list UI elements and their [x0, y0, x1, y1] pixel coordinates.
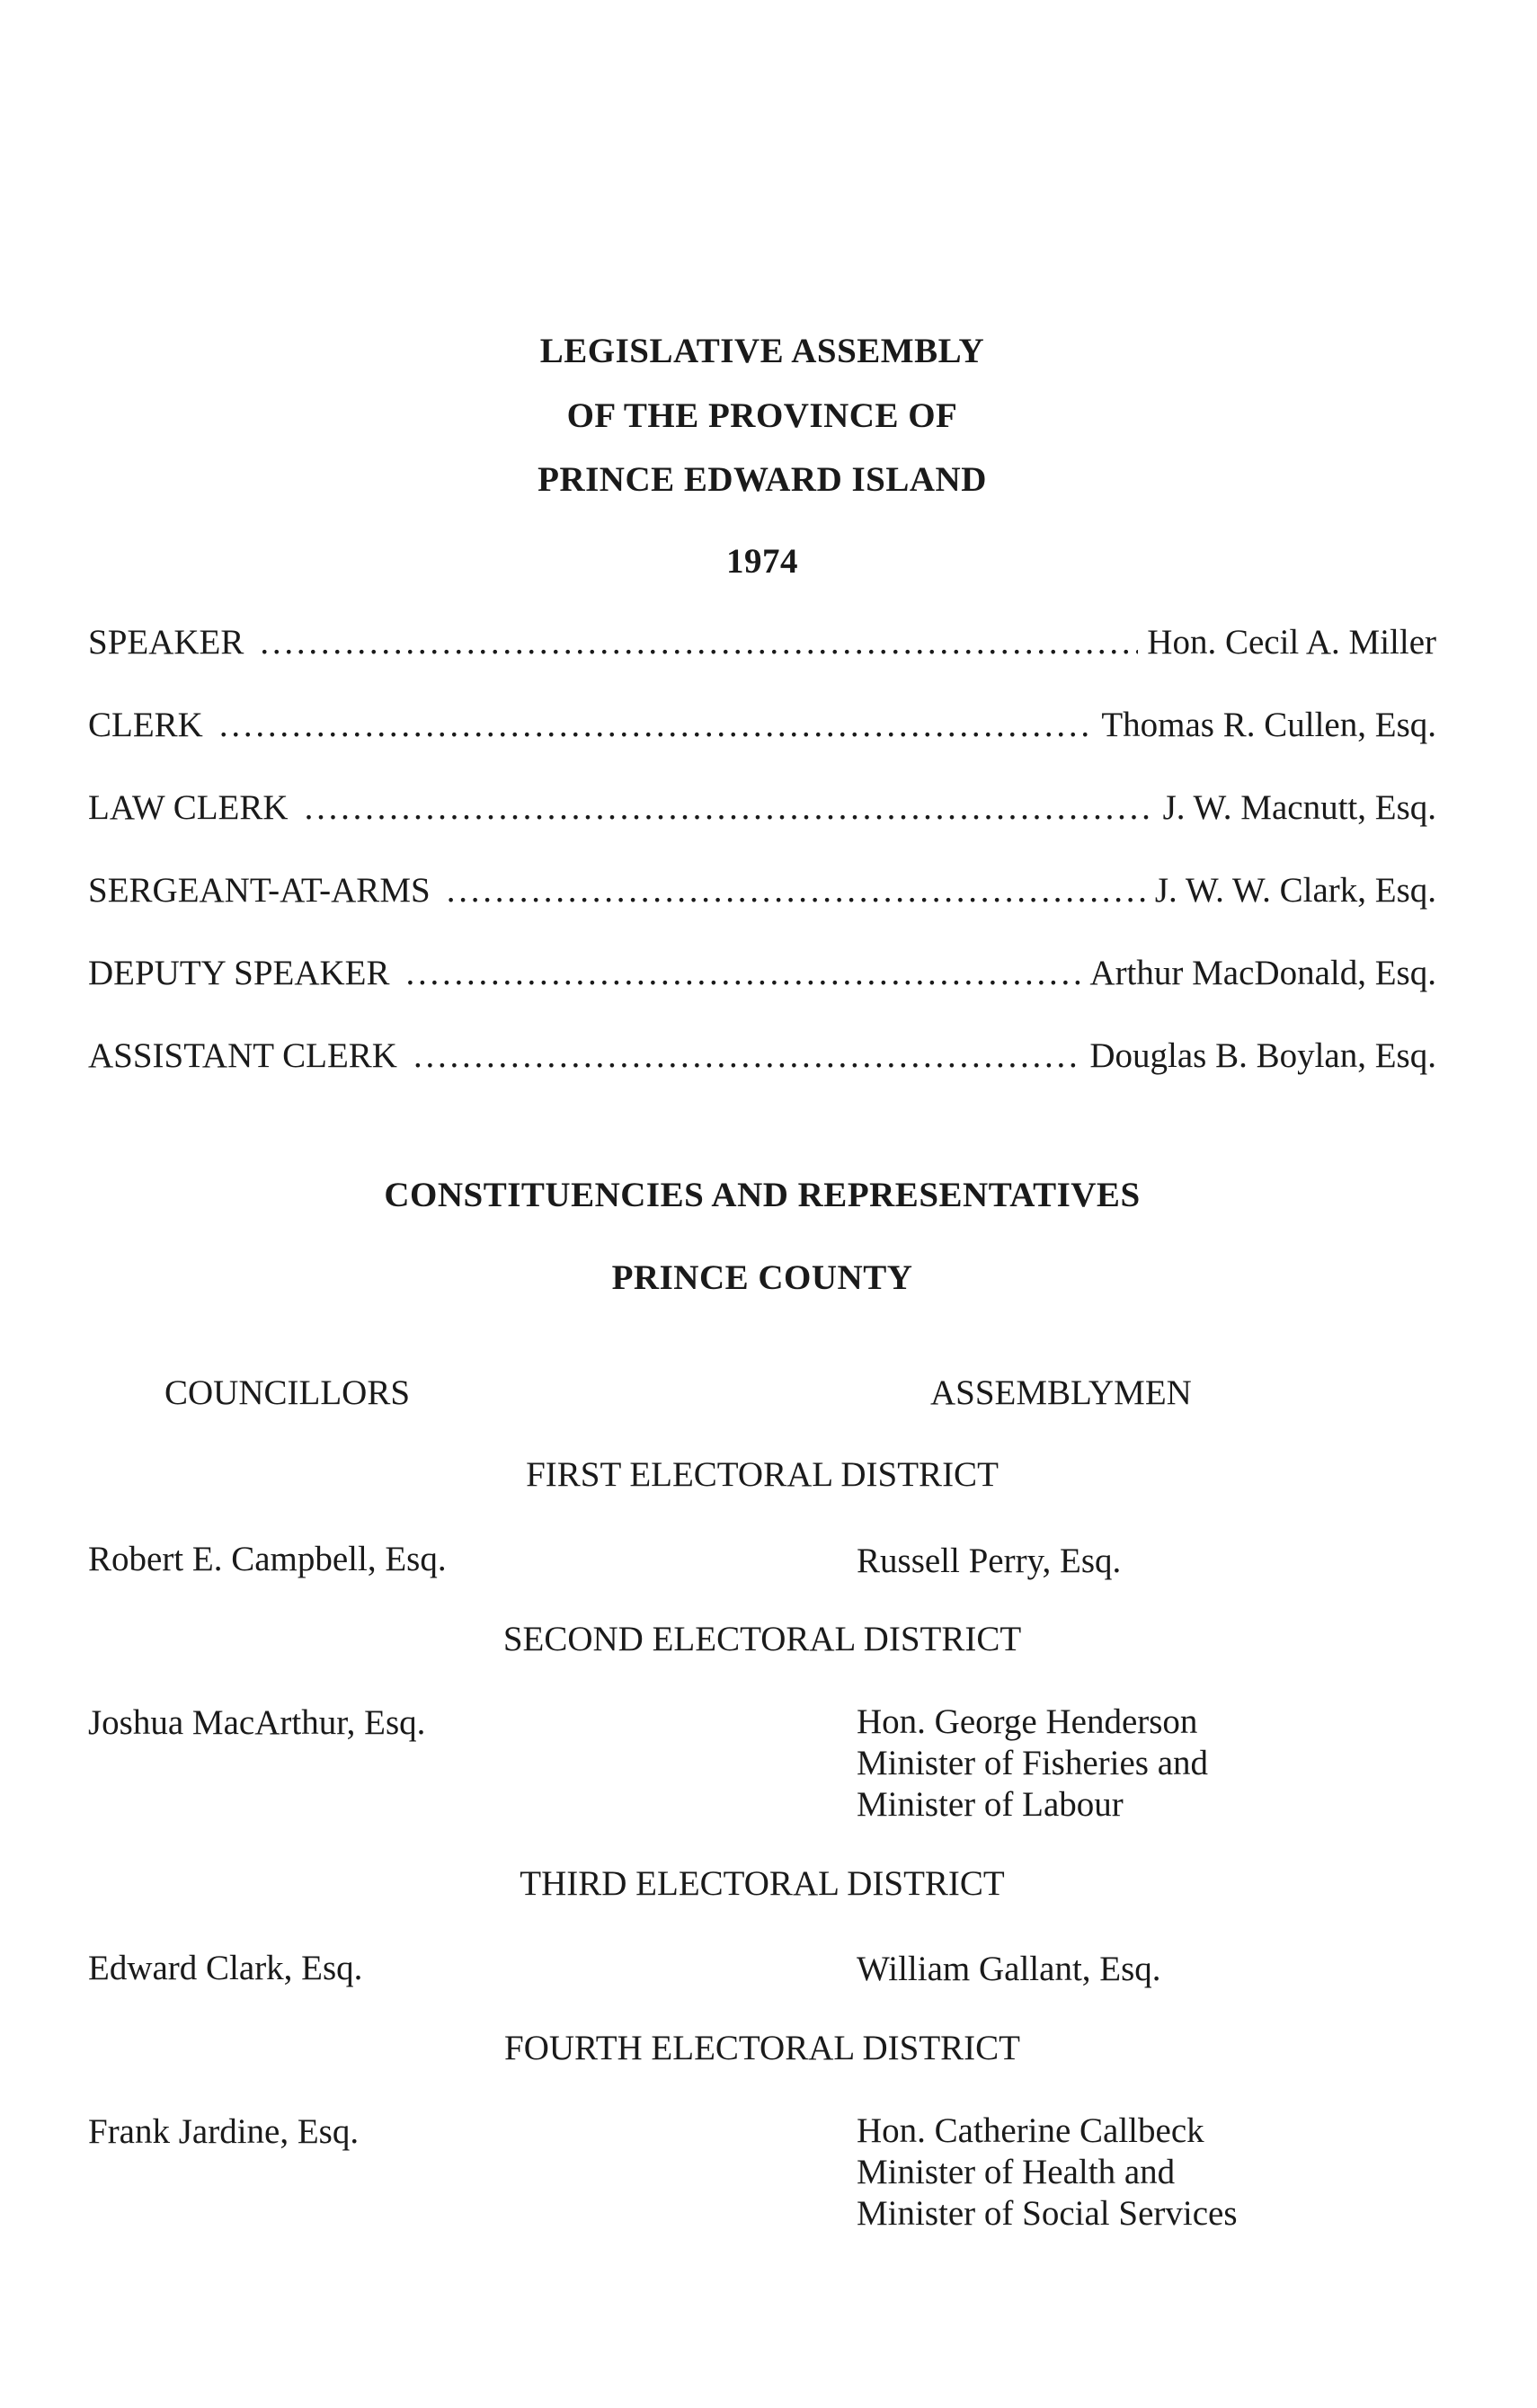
- assemblyman-fourth: [857, 2110, 1238, 2235]
- county-title: PRINCE COUNTY: [611, 1258, 913, 1297]
- district-heading-fourth: FOURTH ELECTORAL DISTRICT: [504, 2029, 1020, 2067]
- assemblyman-line: Minister of Labour: [857, 1785, 1124, 1824]
- officer-title: SERGEANT-AT-ARMS: [88, 871, 431, 910]
- assemblyman-line: Minister of Health and: [857, 2153, 1176, 2191]
- assemblyman-line: Hon. Catherine Callbeck: [857, 2111, 1204, 2150]
- dot-leader: [260, 622, 1138, 662]
- header-line-1: LEGISLATIVE ASSEMBLY: [539, 332, 985, 370]
- assemblyman-line: Minister of Social Services: [857, 2194, 1238, 2233]
- officer-title: DEPUTY SPEAKER: [88, 954, 390, 992]
- assemblyman-line: Hon. George Henderson: [857, 1702, 1198, 1741]
- officer-name: Thomas R. Cullen, Esq.: [1101, 706, 1436, 744]
- officer-row-speaker: [88, 622, 1436, 667]
- header-line-3: PRINCE EDWARD ISLAND: [538, 460, 987, 499]
- district-heading-third: THIRD ELECTORAL DISTRICT: [520, 1864, 1005, 1903]
- header-year: 1974: [726, 542, 798, 581]
- officer-row-sergeant-at-arms: [88, 870, 1436, 915]
- assemblyman-first: [857, 1541, 1121, 1582]
- district-heading-second: SECOND ELECTORAL DISTRICT: [502, 1620, 1022, 1658]
- officer-title: LAW CLERK: [88, 788, 289, 827]
- dot-leader: [305, 787, 1154, 828]
- section-title: CONSTITUENCIES AND REPRESENTATIVES: [384, 1176, 1141, 1214]
- dot-leader: [413, 1035, 1080, 1076]
- officer-name: J. W. Macnutt, Esq.: [1162, 788, 1436, 827]
- column-heading-assemblymen: ASSEMBLYMEN: [930, 1373, 1192, 1412]
- assemblyman-line: Russell Perry, Esq.: [857, 1542, 1122, 1580]
- district-heading-first: FIRST ELECTORAL DISTRICT: [526, 1455, 999, 1494]
- assemblyman-second: [857, 1702, 1208, 1826]
- assemblyman-third: [857, 1949, 1161, 1990]
- officer-row-clerk: [88, 705, 1436, 750]
- officer-name: Douglas B. Boylan, Esq.: [1089, 1036, 1436, 1075]
- officer-row-deputy-speaker: [88, 953, 1436, 998]
- assemblyman-line: Minister of Fisheries and: [857, 1744, 1209, 1782]
- column-heading-councillors: COUNCILLORS: [164, 1373, 411, 1412]
- officer-name: Hon. Cecil A. Miller: [1147, 623, 1436, 662]
- dot-leader: [219, 705, 1093, 745]
- councillor-second: Joshua MacArthur, Esq.: [88, 1703, 426, 1742]
- officer-title: CLERK: [88, 706, 203, 744]
- officer-row-law-clerk: [88, 787, 1436, 832]
- officer-name: Arthur MacDonald, Esq.: [1089, 954, 1436, 992]
- councillor-third: Edward Clark, Esq.: [88, 1949, 363, 1987]
- dot-leader: [447, 870, 1146, 911]
- dot-leader: [406, 953, 1081, 993]
- officer-title: ASSISTANT CLERK: [88, 1036, 397, 1075]
- councillor-fourth: Frank Jardine, Esq.: [88, 2112, 360, 2151]
- officer-title: SPEAKER: [88, 623, 244, 662]
- councillor-first: Robert E. Campbell, Esq.: [88, 1540, 447, 1578]
- officer-row-assistant-clerk: [88, 1035, 1436, 1080]
- assemblyman-line: William Gallant, Esq.: [857, 1950, 1161, 1988]
- officer-name: J. W. W. Clark, Esq.: [1154, 871, 1436, 910]
- header-line-2: OF THE PROVINCE OF: [566, 396, 958, 435]
